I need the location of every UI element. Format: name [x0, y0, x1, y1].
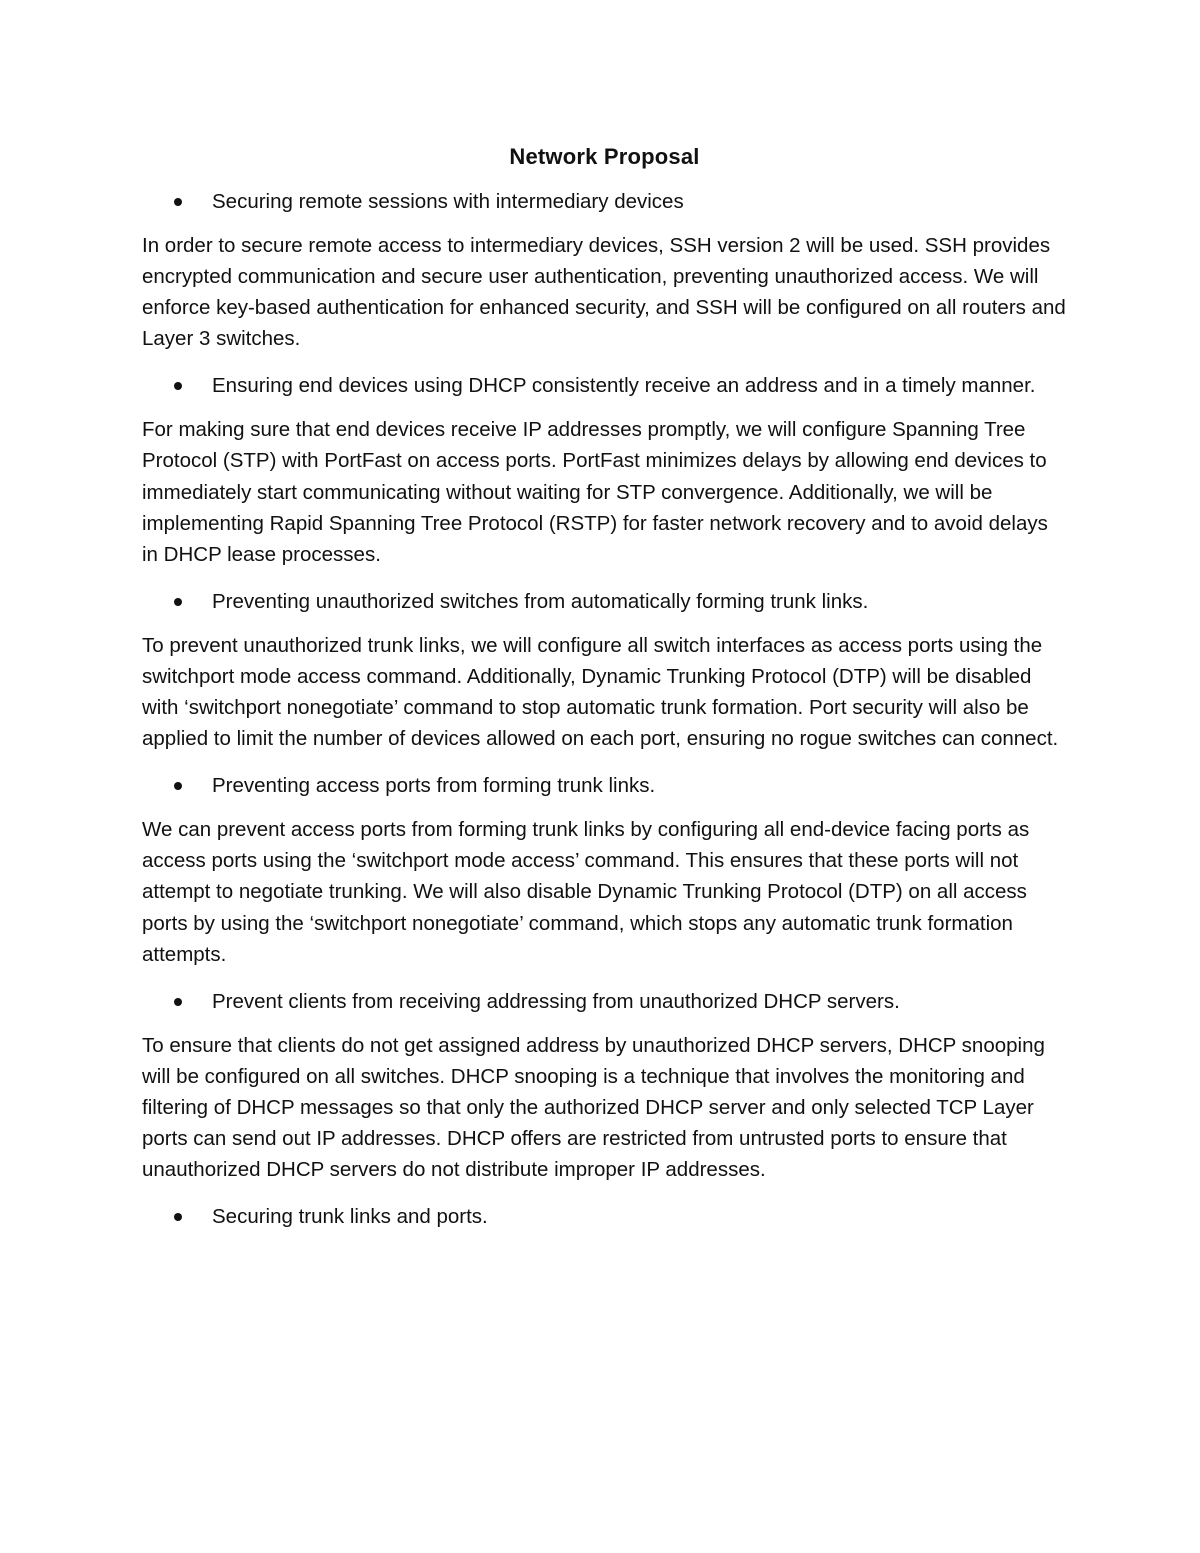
bullet-dot-icon: [142, 770, 212, 801]
body-paragraph: To prevent unauthorized trunk links, we will configure all switch interfaces as access ports using the switchport mode access command. Additionally, Dynamic Trunking Protocol (DTP) will be disabled with ‘switchport nonegotiate’ command to stop automatic trunk formation. Port security will also be applied to limit the number of devices allowed on each port, ensuring no rogue switches can connect.: [142, 633, 1059, 751]
bullet-item: [142, 986, 1067, 1017]
bullet-item: [142, 186, 1067, 217]
body-paragraph: We can prevent access ports from forming trunk links by configuring all end-device facing ports as access ports using the ‘switchport mode access’ command. This ensures that these ports will not attempt to negotiate trunking. We will also disable Dynamic Trunking Protocol (DTP) on all access ports by using the ‘switchport nonegotiate’ command, which stops any automatic trunk formation attempts.: [142, 818, 1030, 966]
document-title: Network Proposal: [509, 144, 700, 169]
body-paragraph: To ensure that clients do not get assigned address by unauthorized DHCP servers, DHCP snooping will be configured on all switches. DHCP snooping is a technique that involves the monitoring and filtering of DHCP messages so that only the authorized DHCP server and only selected TCP Layer ports can send out IP addresses. DHCP offers are restricted from untrusted ports to ensure that unauthorized DHCP servers do not distribute improper IP addresses.: [142, 1033, 1045, 1182]
bullet-item: [142, 586, 1067, 617]
bullet-dot-icon: [142, 370, 212, 401]
bullet-dot-icon: [142, 986, 212, 1017]
bullet-text: Preventing access ports from forming trunk links.: [212, 774, 656, 798]
bullet-item: [142, 1201, 1067, 1232]
bullet-dot-icon: [142, 1201, 212, 1232]
document-body: [142, 140, 1067, 1245]
bullet-text: Ensuring end devices using DHCP consistently receive an address and in a timely manner.: [212, 374, 1036, 398]
bullet-text: Preventing unauthorized switches from automatically forming trunk links.: [212, 589, 869, 613]
body-paragraph: For making sure that end devices receive IP addresses promptly, we will configure Spanning Tree Protocol (STP) with PortFast on access ports. PortFast minimizes delays by allowing end devices to immediately start communicating without waiting for STP convergence. Additionally, we will be implementing Rapid Spanning Tree Protocol (RSTP) for faster network recovery and to avoid delays in DHCP lease processes.: [142, 418, 1048, 566]
bullet-text: Securing remote sessions with intermediary devices: [212, 190, 684, 213]
bullet-dot-icon: [142, 586, 212, 617]
bullet-text: Prevent clients from receiving addressing from unauthorized DHCP servers.: [212, 989, 900, 1013]
bullet-text: Securing trunk links and ports.: [212, 1205, 488, 1229]
bullet-item: [142, 770, 1067, 801]
bullet-item: [142, 370, 1067, 401]
body-paragraph: In order to secure remote access to intermediary devices, SSH version 2 will be used. SSH provides encrypted communication and secure user authentication, preventing unauthorized access. We will enforce key-based authentication for enhanced security, and SSH will be configured on all routers and Layer 3 switches.: [142, 234, 1066, 351]
bullet-dot-icon: [142, 186, 212, 217]
